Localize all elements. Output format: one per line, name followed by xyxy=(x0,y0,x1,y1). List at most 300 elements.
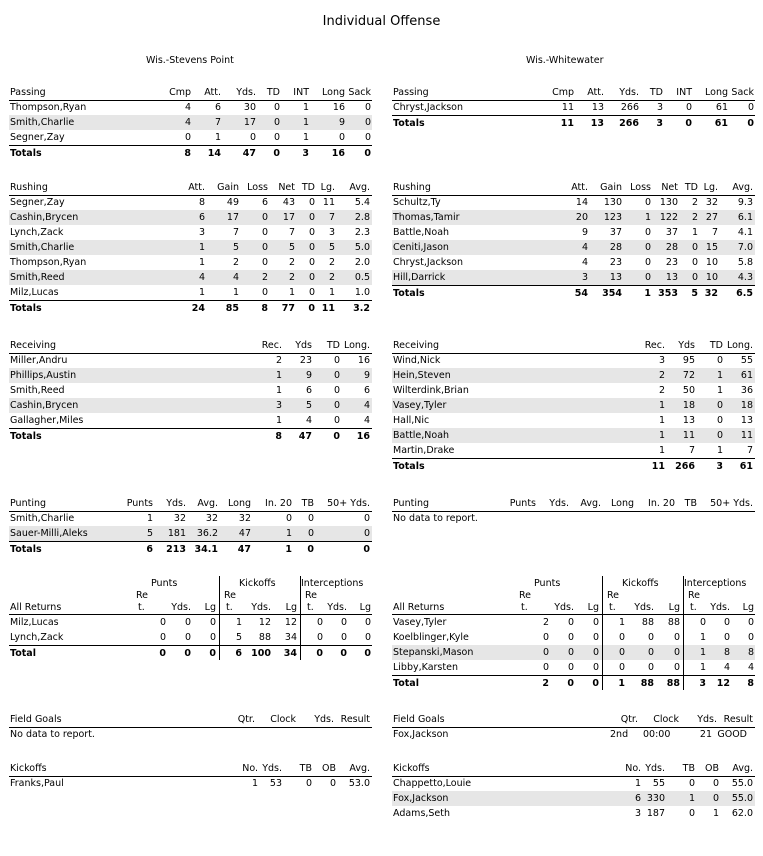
stat-cell: 0 xyxy=(716,415,723,426)
player-name: Battle,Noah xyxy=(393,430,450,441)
stat-cell: 7 xyxy=(232,227,239,238)
punting-section-title: Punting xyxy=(10,498,47,509)
stat-cell: 1 xyxy=(618,617,625,628)
kickoffs-header-row xyxy=(9,761,372,777)
column-header: Lg. xyxy=(320,182,335,193)
stat-cell: 0 xyxy=(316,617,323,628)
stat-cell: 53 xyxy=(269,778,282,789)
stat-cell: 0 xyxy=(712,793,719,804)
stat-cell: 0 xyxy=(307,513,314,524)
column-header: Yds xyxy=(295,340,312,351)
stat-cell: 32 xyxy=(238,513,251,524)
column-header: t. xyxy=(609,602,616,613)
table-row xyxy=(9,511,372,526)
punting-header-row xyxy=(9,496,372,512)
column-header: Long xyxy=(228,498,251,509)
stat-cell: 0 xyxy=(592,662,599,673)
table-row xyxy=(392,413,755,428)
returns-sub-header xyxy=(392,590,755,615)
stat-cell: 0 xyxy=(261,242,268,253)
stat-cell: 13 xyxy=(665,272,678,283)
total-cell: 2 xyxy=(542,678,549,689)
column-header: TB xyxy=(299,763,312,774)
column-header: Yds. xyxy=(314,714,334,725)
column-header: In. 20 xyxy=(648,498,675,509)
player-name: Sauer-Milli,Aleks xyxy=(10,528,88,539)
table-row xyxy=(392,195,755,210)
column-header: Lg xyxy=(668,602,680,613)
player-name: Wind,Nick xyxy=(393,355,441,366)
stat-cell: 1 xyxy=(302,132,309,143)
totals-label: Totals xyxy=(393,288,425,299)
table-row xyxy=(392,210,755,225)
total-cell: 61 xyxy=(714,118,728,129)
field-goals-header-row xyxy=(9,712,372,728)
column-header: Avg. xyxy=(197,498,218,509)
column-header: Sack xyxy=(348,87,371,98)
stat-cell: 0 xyxy=(542,647,549,658)
stat-cell: 1 xyxy=(302,102,309,113)
player-name: Cashin,Brycen xyxy=(10,400,79,411)
stat-cell: 14 xyxy=(575,197,588,208)
stat-cell: 2 xyxy=(288,272,295,283)
player-name: Thompson,Ryan xyxy=(10,257,87,268)
player-name: Hein,Steven xyxy=(393,370,451,381)
player-name: Phillips,Austin xyxy=(10,370,77,381)
total-cell: 11 xyxy=(321,303,335,314)
stat-cell: 37 xyxy=(665,227,678,238)
stat-cell: 1 xyxy=(658,445,665,456)
column-header: Avg. xyxy=(580,498,601,509)
table-row xyxy=(392,615,755,630)
stat-cell: 1 xyxy=(275,415,282,426)
team-stats-left xyxy=(9,0,372,856)
stat-cell: 9.3 xyxy=(737,197,753,208)
stat-cell: 1 xyxy=(328,287,335,298)
player-name: Vasey,Tyler xyxy=(393,617,447,628)
player-name: Thomas,Tamir xyxy=(393,212,460,223)
totals-label: Totals xyxy=(10,148,42,159)
total-cell: 0 xyxy=(340,648,347,659)
column-header: t. xyxy=(690,602,697,613)
stat-cell: 6 xyxy=(363,385,370,396)
stat-cell: 72 xyxy=(682,370,695,381)
player-name: Schultz,Ty xyxy=(393,197,441,208)
stat-cell: 18 xyxy=(682,400,695,411)
stat-cell: 2 xyxy=(261,272,268,283)
column-header: Cmp xyxy=(169,87,191,98)
rushing-section-title: Rushing xyxy=(393,182,431,193)
kickoffs-section-title: Kickoffs xyxy=(393,763,430,774)
stat-cell: 23 xyxy=(609,257,622,268)
stat-cell: GOOD xyxy=(717,729,747,740)
stat-cell: 1 xyxy=(716,370,723,381)
rushing-header-row xyxy=(9,180,372,196)
player-name: Lynch,Zack xyxy=(10,632,64,643)
player-name: Chappetto,Louie xyxy=(393,778,472,789)
table-row xyxy=(392,225,755,240)
column-header: Punts xyxy=(509,498,536,509)
column-header: OB xyxy=(705,763,719,774)
column-header: TB xyxy=(682,763,695,774)
table-row xyxy=(9,615,372,630)
player-name: Gallagher,Miles xyxy=(10,415,84,426)
total-cell: 14 xyxy=(207,148,221,159)
column-header: Clock xyxy=(653,714,679,725)
stat-cell: 7 xyxy=(711,227,718,238)
stat-cell: 0 xyxy=(364,132,371,143)
total-cell: 266 xyxy=(619,118,639,129)
total-cell: 13 xyxy=(590,118,604,129)
receiving-header-row xyxy=(392,338,755,354)
total-cell: 24 xyxy=(191,303,205,314)
column-header: Att. xyxy=(188,182,205,193)
column-header: TB xyxy=(301,498,314,509)
stat-cell: 88 xyxy=(258,632,271,643)
stat-cell: 1 xyxy=(275,385,282,396)
stat-cell: 2.0 xyxy=(354,257,370,268)
total-cell: 3 xyxy=(302,148,309,159)
stat-cell: 0 xyxy=(567,647,574,658)
player-name: Smith,Charlie xyxy=(10,117,75,128)
totals-row xyxy=(9,145,372,161)
column-header: Avg. xyxy=(732,763,753,774)
stat-cell: 1 xyxy=(275,370,282,381)
stat-cell: 0 xyxy=(363,528,370,539)
team-stats-right xyxy=(392,0,755,856)
stat-cell: 43 xyxy=(282,197,295,208)
column-header: Sack xyxy=(731,87,754,98)
stat-cell: 7 xyxy=(688,445,695,456)
stat-cell: 0 xyxy=(261,227,268,238)
stat-cell: 1 xyxy=(146,513,153,524)
stat-cell: 17 xyxy=(226,212,239,223)
player-name: Libby,Karsten xyxy=(393,662,458,673)
stat-cell: 330 xyxy=(646,793,665,804)
field-goals-header-row xyxy=(392,712,755,728)
stat-cell: 0 xyxy=(273,117,280,128)
column-header: Avg. xyxy=(349,182,370,193)
table-row xyxy=(392,353,755,368)
stat-cell: 0 xyxy=(308,257,315,268)
stat-cell: 4 xyxy=(184,102,191,113)
table-row xyxy=(392,383,755,398)
stat-cell: 20 xyxy=(575,212,588,223)
stat-cell: 55.0 xyxy=(731,793,753,804)
stat-cell: 30 xyxy=(243,102,256,113)
total-cell: 213 xyxy=(166,544,186,555)
stat-cell: 2 xyxy=(691,197,698,208)
total-cell: 0 xyxy=(184,648,191,659)
column-header: Result xyxy=(340,714,370,725)
group-divider xyxy=(602,576,603,690)
stat-cell: 3 xyxy=(328,227,335,238)
column-header: INT xyxy=(676,87,692,98)
total-cell: 1 xyxy=(644,288,651,299)
totals-row xyxy=(9,645,372,661)
column-header: Cmp xyxy=(552,87,574,98)
stat-cell: 11 xyxy=(561,102,574,113)
stat-cell: 23 xyxy=(665,257,678,268)
column-header: TD xyxy=(709,340,723,351)
stat-cell: 5 xyxy=(328,242,335,253)
column-header: No. xyxy=(242,763,258,774)
table-row xyxy=(392,398,755,413)
player-name: Cashin,Brycen xyxy=(10,212,79,223)
total-cell: 5 xyxy=(691,288,698,299)
passing-header-row xyxy=(392,85,755,101)
stat-cell: 0 xyxy=(691,257,698,268)
stat-cell: 4 xyxy=(363,400,370,411)
group-kickoffs: Kickoffs xyxy=(239,578,276,589)
stat-cell: 9 xyxy=(363,370,370,381)
stat-cell: 187 xyxy=(646,808,665,819)
column-header: Yds. xyxy=(710,602,730,613)
stat-cell: 0 xyxy=(723,617,730,628)
total-cell: 3.2 xyxy=(353,303,370,314)
stat-cell: 1 xyxy=(235,617,242,628)
stat-cell: 37 xyxy=(609,227,622,238)
total-cell: 11 xyxy=(560,118,574,129)
column-header: Qtr. xyxy=(620,714,638,725)
stat-cell: 0 xyxy=(567,662,574,673)
stat-cell: 0 xyxy=(184,617,191,628)
stat-cell: 8 xyxy=(723,647,730,658)
column-header: Long. xyxy=(726,340,753,351)
stat-cell: 2 xyxy=(691,212,698,223)
stat-cell: 122 xyxy=(659,212,678,223)
table-row xyxy=(9,255,372,270)
total-cell: 0 xyxy=(685,118,692,129)
rushing-header-row xyxy=(392,180,755,196)
stat-cell: 7 xyxy=(328,212,335,223)
player-name: Segner,Zay xyxy=(10,132,65,143)
stat-cell: 4 xyxy=(747,662,754,673)
column-header: t. xyxy=(521,602,528,613)
totals-row xyxy=(392,285,755,301)
page-title: Individual Offense xyxy=(322,14,441,29)
stat-cell: 1 xyxy=(644,212,651,223)
column-header: Rec. xyxy=(644,340,665,351)
column-header: Att. xyxy=(587,87,604,98)
player-name: Milz,Lucas xyxy=(10,617,59,628)
stat-cell: 0 xyxy=(308,212,315,223)
total-cell: 0 xyxy=(209,648,216,659)
stat-cell: 130 xyxy=(659,197,678,208)
table-row xyxy=(392,806,755,821)
table-row xyxy=(392,368,755,383)
table-row xyxy=(9,225,372,240)
total-cell: 0 xyxy=(592,678,599,689)
total-cell: 16 xyxy=(331,148,345,159)
totals-label: Totals xyxy=(10,431,42,442)
stat-cell: 3 xyxy=(634,808,641,819)
stat-cell: 0 xyxy=(716,355,723,366)
stat-cell: 0 xyxy=(716,400,723,411)
table-row xyxy=(9,240,372,255)
stat-cell: 7 xyxy=(214,117,221,128)
stat-cell: 13 xyxy=(682,415,695,426)
table-row xyxy=(9,398,372,413)
stat-cell: 1 xyxy=(716,445,723,456)
total-cell: 0 xyxy=(363,544,370,555)
table-row xyxy=(9,368,372,383)
stat-cell: 6 xyxy=(261,197,268,208)
stat-cell: 36.2 xyxy=(196,528,218,539)
stat-cell: 55 xyxy=(652,778,665,789)
stat-cell: 28 xyxy=(609,242,622,253)
column-header: Yds. xyxy=(634,602,654,613)
stat-cell: 9 xyxy=(305,370,312,381)
stat-cell: 0 xyxy=(209,617,216,628)
total-cell: 6 xyxy=(146,544,153,555)
stat-cell: 2 xyxy=(275,355,282,366)
total-cell: 47 xyxy=(237,544,251,555)
player-name: Koelblinger,Kyle xyxy=(393,632,469,643)
stat-cell: 0 xyxy=(184,132,191,143)
stat-cell: 88 xyxy=(667,617,680,628)
player-name: Martin,Drake xyxy=(393,445,455,456)
column-header: Lg xyxy=(742,602,754,613)
stat-cell: 0 xyxy=(618,632,625,643)
stat-cell: 6 xyxy=(634,793,641,804)
column-header: Punts xyxy=(126,498,153,509)
stat-cell: 2 xyxy=(542,617,549,628)
column-header: Yds. xyxy=(327,602,347,613)
column-header: In. 20 xyxy=(265,498,292,509)
totals-label: Total xyxy=(393,678,419,689)
stat-cell: 6.1 xyxy=(737,212,753,223)
total-cell: 77 xyxy=(281,303,295,314)
stat-cell: 1 xyxy=(699,662,706,673)
column-header: Lg. xyxy=(703,182,718,193)
total-cell: 47 xyxy=(242,148,256,159)
player-name: Smith,Reed xyxy=(10,385,65,396)
receiving-header-row xyxy=(9,338,372,354)
total-cell: 0 xyxy=(567,678,574,689)
stat-cell: 1 xyxy=(712,808,719,819)
total-cell: 88 xyxy=(666,678,680,689)
group-interceptions: Interceptions xyxy=(301,578,364,589)
receiving-section-title: Receiving xyxy=(10,340,57,351)
player-name: Fox,Jackson xyxy=(393,729,449,740)
column-header: Re xyxy=(688,590,701,601)
player-name: Vasey,Tyler xyxy=(393,400,447,411)
column-header: Yds. xyxy=(166,498,186,509)
stat-cell: 3 xyxy=(198,227,205,238)
stat-cell: 0 xyxy=(308,227,315,238)
stat-cell: 0 xyxy=(316,632,323,643)
stat-cell: 4.3 xyxy=(737,272,753,283)
stat-cell: 0 xyxy=(673,662,680,673)
stat-cell: 10 xyxy=(705,272,718,283)
stat-cell: 0 xyxy=(567,617,574,628)
stat-cell: 0 xyxy=(159,632,166,643)
stat-cell: 7.0 xyxy=(737,242,753,253)
column-header: Yds. xyxy=(645,763,665,774)
column-header: TD xyxy=(649,87,663,98)
column-header: Loss xyxy=(247,182,268,193)
stat-cell: 0 xyxy=(261,257,268,268)
total-cell: 47 xyxy=(298,431,312,442)
field-goals-section-title: Field Goals xyxy=(10,714,62,725)
totals-label: Totals xyxy=(393,118,425,129)
stat-cell: 2 xyxy=(658,385,665,396)
stat-cell: 1 xyxy=(691,227,698,238)
total-cell: 3 xyxy=(716,461,723,472)
column-header: t. xyxy=(138,602,145,613)
returns-group-header xyxy=(9,576,372,591)
total-cell: 8 xyxy=(747,678,754,689)
stat-cell: 0 xyxy=(364,617,371,628)
team-name-left: Wis.-Stevens Point xyxy=(146,55,234,66)
stat-cell: 181 xyxy=(167,528,186,539)
total-cell: 12 xyxy=(716,678,730,689)
totals-label: Total xyxy=(10,648,36,659)
stat-cell: 0 xyxy=(644,272,651,283)
group-divider xyxy=(683,576,684,690)
stat-cell: 95 xyxy=(682,355,695,366)
table-row xyxy=(392,428,755,443)
stat-cell: 50 xyxy=(682,385,695,396)
column-header: Lg xyxy=(359,602,371,613)
stat-cell: 4 xyxy=(184,117,191,128)
stat-cell: 0 xyxy=(273,132,280,143)
stat-cell: 0 xyxy=(644,197,651,208)
table-row xyxy=(9,115,372,130)
stat-cell: 5 xyxy=(146,528,153,539)
kickoffs-header-row xyxy=(392,761,755,777)
table-row xyxy=(9,100,372,115)
total-cell: 1 xyxy=(618,678,625,689)
column-header: Long xyxy=(705,87,728,98)
totals-row xyxy=(392,675,755,691)
total-cell: 54 xyxy=(574,288,588,299)
total-cell: 0 xyxy=(273,148,280,159)
stat-cell: 32 xyxy=(173,513,186,524)
player-name: Hill,Darrick xyxy=(393,272,446,283)
column-header: Lg xyxy=(587,602,599,613)
passing-section-title: Passing xyxy=(393,87,429,98)
table-row xyxy=(392,270,755,285)
total-cell: 8 xyxy=(275,431,282,442)
total-cell: 34 xyxy=(283,648,297,659)
stat-cell: 47 xyxy=(238,528,251,539)
stat-cell: 0 xyxy=(333,385,340,396)
stat-cell: 0 xyxy=(699,617,706,628)
stat-cell: 0 xyxy=(184,632,191,643)
stat-cell: 2 xyxy=(328,257,335,268)
total-cell: 0 xyxy=(364,148,371,159)
stat-cell: 0 xyxy=(592,617,599,628)
stat-cell: 0 xyxy=(333,370,340,381)
stat-cell: 32 xyxy=(205,513,218,524)
stat-cell: 1 xyxy=(658,430,665,441)
returns-section-title: All Returns xyxy=(393,602,445,613)
stat-cell: 00:00 xyxy=(643,729,671,740)
group-kickoffs: Kickoffs xyxy=(622,578,659,589)
player-name: Smith,Charlie xyxy=(10,242,75,253)
stat-cell: 3 xyxy=(581,272,588,283)
stat-cell: 7 xyxy=(746,445,753,456)
stat-cell: 11 xyxy=(682,430,695,441)
column-header: t. xyxy=(226,602,233,613)
stat-cell: 61 xyxy=(740,370,753,381)
stat-cell: 2.8 xyxy=(354,212,370,223)
player-name: Franks,Paul xyxy=(10,778,64,789)
stat-cell: 0 xyxy=(249,132,256,143)
stat-cell: 0 xyxy=(308,197,315,208)
